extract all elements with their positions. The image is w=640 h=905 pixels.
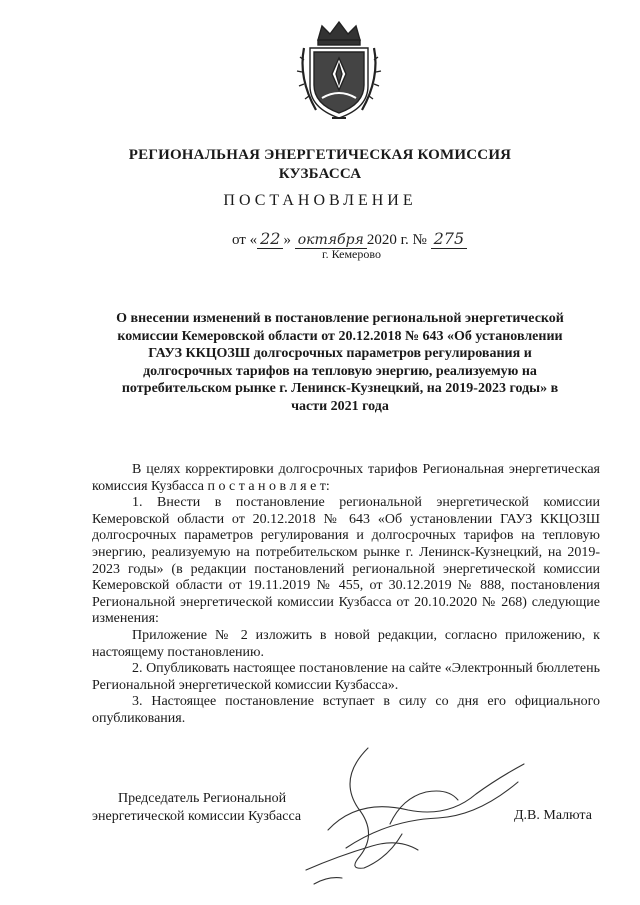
signatory-position bbox=[92, 790, 301, 826]
document-body bbox=[92, 462, 600, 728]
date-prefix: от « bbox=[232, 232, 258, 248]
city: г. Кемерово bbox=[322, 247, 381, 261]
organization-name-line2: КУЗБАССА bbox=[278, 166, 362, 182]
organization-name-line1: РЕГИОНАЛЬНАЯ ЭНЕРГЕТИЧЕСКАЯ КОМИССИЯ bbox=[128, 147, 512, 163]
document-type: ПОСТАНОВЛЕНИЕ bbox=[223, 192, 417, 209]
document-number: 275 bbox=[431, 229, 468, 249]
handwritten-signature bbox=[298, 738, 528, 888]
item-2-paragraph: 2. Опубликовать настоящее постановление на сайте «Электронный бюллетень Региональной энергетической комиссии Кузбасса». bbox=[92, 661, 600, 693]
date-day: 22 bbox=[257, 229, 283, 249]
signatory-position-line1: Председатель Региональной bbox=[118, 791, 287, 806]
date-month: октября bbox=[295, 232, 367, 249]
document-title: О внесении изменений в постановление региональной энергетической комиссии Кемеровской области от 20.12.2018 № 643 «Об установлении ГАУЗ ККЦОЗШ долгосрочных параметров регулирования и долгосрочных тарифов на тепловую энергию, реализуемую на потребительском рынке г. Ленинск-Кузнецкий, на 2019-2023 годы» в части 2021 года bbox=[116, 311, 564, 414]
signatory-position-line2: энергетической комиссии Кузбасса bbox=[92, 809, 302, 824]
item-1-subparagraph: Приложение № 2 изложить в новой редакции, согласно приложению, к настоящему постановлению. bbox=[92, 627, 600, 660]
signatory-name: Д.В. Малюта bbox=[514, 808, 592, 823]
item-3-paragraph: 3. Настоящее постановление вступает в силу со дня его официального опубликования. bbox=[92, 694, 600, 726]
date-year: 2020 г. № bbox=[366, 232, 427, 248]
date-mid: » bbox=[283, 232, 291, 248]
intro-paragraph: В целях корректировки долгосрочных тарифов Региональная энергетическая комиссия Кузбасса п о с т а н о в л я е т: bbox=[92, 462, 600, 494]
coat-of-arms-emblem bbox=[296, 18, 382, 122]
item-1-paragraph: 1. Внести в постановление региональной энергетической комиссии Кемеровской области от 20.12.2018 № 643 «Об установлении ГАУЗ ККЦОЗШ долгосрочных параметров регулирования и долгосрочных тарифов на тепловую энергию, реализуемую на потребительском рынке г. Ленинск-Кузнецкий, на 2019-2023 годы» (в редакции постановлений региональной энергетической комиссии Кемеровской области от 19.11.2019 № 455, от 30.12.2019 № 888, постановления Региональной энергетической комиссии Кузбасса от 20.10.2020 № 268) следующие изменения: bbox=[92, 495, 600, 627]
date-line bbox=[232, 229, 467, 249]
